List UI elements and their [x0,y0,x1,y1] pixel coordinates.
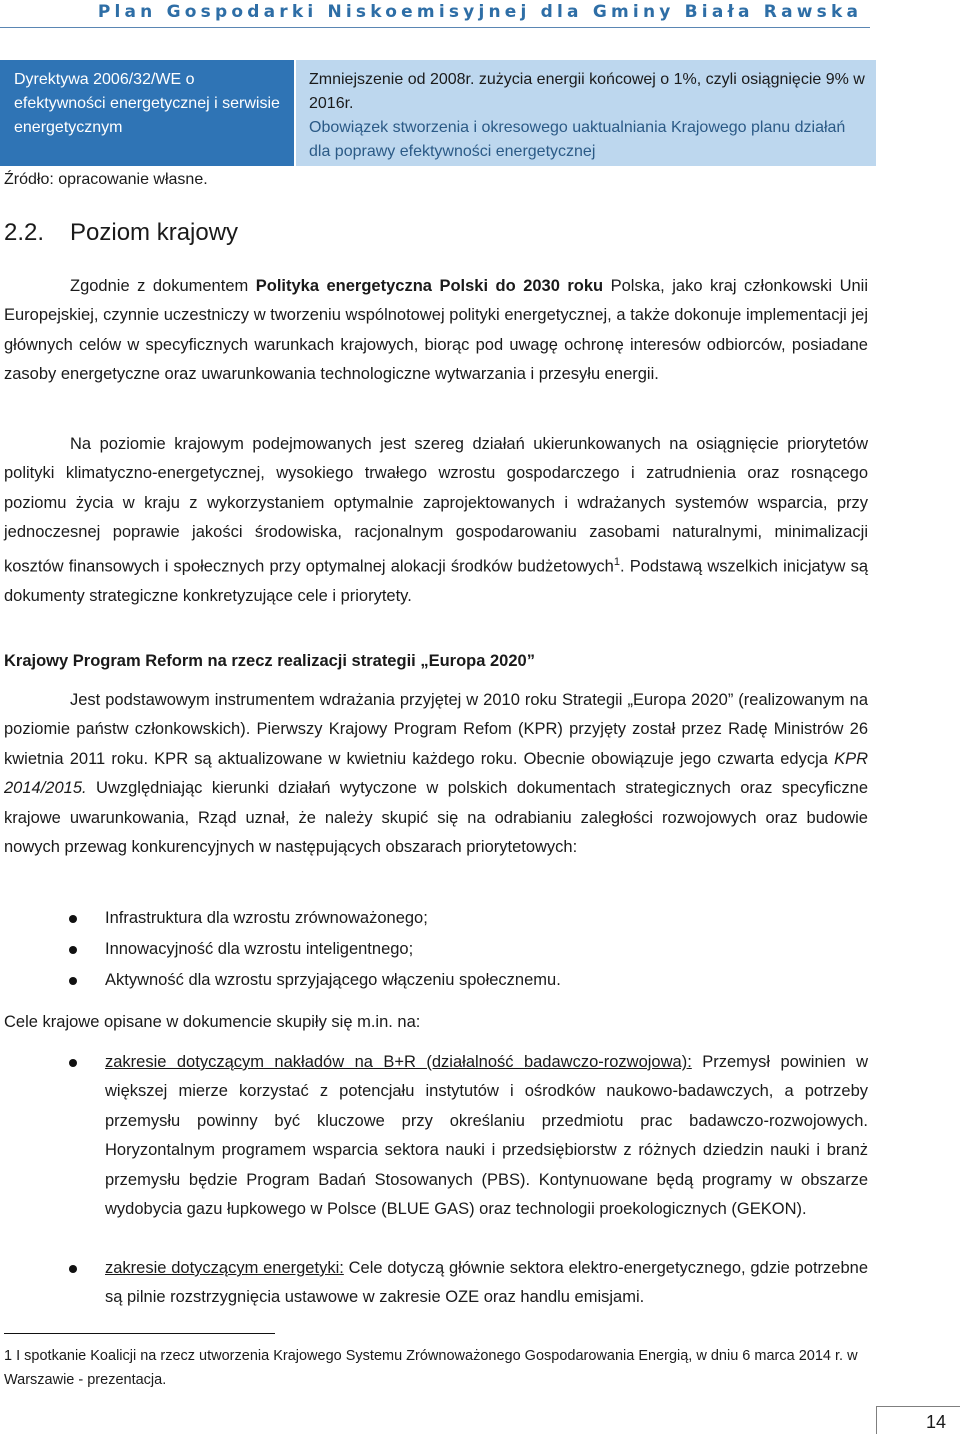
footnote-number: 1 [4,1348,13,1364]
bullet-icon [69,977,77,985]
bullet-icon [69,915,77,923]
bullet-icon [69,1265,77,1273]
paragraph-national-actions [4,430,868,611]
paragraph-policy-lead: Zgodnie z dokumentem [70,277,256,295]
directive-goal-2: Obowiązek stworzenia i okresowego uaktualniania Krajowego planu działań dla poprawy efektywności energetycznej [309,119,846,160]
document-header-title: Plan Gospodarki Niskoemisyjnej dla Gminy Biała Rawska [97,2,863,22]
footnote-text: I spotkanie Koalicji na rzecz utworzenia Krajowego Systemu Zrównoważonego Gospodarowania Energią, w dniu 6 marca 2014 r. w Warszawie - prezentacja. [4,1348,858,1388]
footnote [4,1344,864,1392]
page-number: 14 [925,1412,946,1432]
priority-area: Aktywność dla wzrostu sprzyjającego włączeniu społecznemu. [105,971,561,989]
goal-energy [105,1254,868,1313]
bullet-icon [69,946,77,954]
paragraph-kpr-text: Jest podstawowym instrumentem wdrażania przyjętej w 2010 roku Strategii „Europa 2020” (realizowanym na poziomie państw członkowskich). Pierwszy Krajowy Program Refom (KPR) przyjęty został przez Radę Ministrów 26 kwietnia 2011 roku. KPR są aktualizowane w kwietniu każdego roku. Obecnie obowiązuje jego czwarta edycja [4,691,868,768]
paragraph-kpr-tail: Uwzględniając kierunki działań wytyczone w polskich dokumentach strategicznych oraz specyficzne krajowe uwarunkowania, Rząd uznał, że należy skupić się na odrabianiu zaległości rozwojowych oraz budowie nowych przewag konkurencyjnych w następujących obszarach priorytetowych: [4,779,868,857]
paragraph-national-actions-tail: . Podstawą wszelkich inicjatyw są dokumenty strategiczne konkretyzujące cele i priorytety. [4,557,869,605]
bullet-icon [69,1059,77,1067]
paragraph-national-actions-text: Na poziomie krajowym podejmowanych jest szereg działań ukierunkowanych na osiągnięcie priorytetów polityki klimatyczno-energetycznej, wysokiego trwałego wzrostu gospodarczego i zatrudnienia oraz rosnącego poziomu życia w kraju z wykorzystaniem optymalnie zaprojektowanych i wdrażanych systemów wsparcia, przy jednoczesnej poprawie jakości środowiska, racjonalnym gospodarowaniu zasobami naturalnymi, minimalizacji kosztów finansowych i społecznych przy optymalnej alokacji środków budżetowych [4,435,868,576]
paragraph-policy-rest: Polska, jako kraj członkowski Unii Europejskiej, czynnie uczestniczy w tworzeniu wspólnotowej polityki energetycznej, a także dokonuje implementacji jej głównych celów w specyficznych warunkach krajowych, biorąc pod uwagę ochronę interesów odbiorców, posiadane zasoby energetyczne oraz uwarunkowania technologiczne wytwarzania i przesyłu energii. [4,277,868,384]
directive-goal-1: Zmniejszenie od 2008r. zużycia energii końcowej o 1%, czyli osiągnięcie 9% w 2016r. [309,71,865,112]
footnote-reference[interactable]: 1 [613,555,620,568]
table-source: Źródło: opracowanie własne. [4,171,208,188]
priority-area: Innowacyjność dla wzrostu inteligentnego; [105,940,414,958]
priority-area: Infrastruktura dla wzrostu zrównoważonego; [105,909,428,927]
section-number: 2.2. [4,219,45,246]
goal-research [105,1048,868,1224]
kpr-edition: KPR 2014/2015. [4,749,868,798]
goals-intro: Cele krajowe opisane w dokumencie skupiły się m.in. na: [4,1013,421,1031]
header-divider [0,27,870,28]
goal-research-text: Przemysł powinien w większej mierze korzystać z potencjału instytutów i ośrodków naukowo-badawczych, a potrzeby przemysłu powinny być kluczowe przy określaniu przedmiotu prac badawczo-rozwojowych. Horyzontalnym programem wsparcia sektora nauki i przedsiębiorstw z różnych dziedzin nauki i branż przemysłu będzie Program Badań Stosowanych (PBS). Kontynuowane będą programy w obszarze wydobycia gazu łupkowego w Polsce (BLUE GAS) oraz technologii proekologicznych (GEKON). [105,1053,868,1219]
section-title: Poziom krajowy [70,219,239,246]
footnote-divider [4,1333,275,1334]
table-cell-goals [296,60,876,166]
goal-energy-text: Cele dotyczą głównie sektora elektro-energetycznego, gdzie potrzebne są pilnie rozstrzygnięcia ustawowe w zakresie OZE oraz handlu emisjami. [105,1259,868,1307]
goal-research-label: zakresie dotyczącym nakładów na B+R (działalność badawczo-rozwojowa): [105,1053,692,1071]
paragraph-kpr [4,686,868,862]
table-cell-directive [0,60,294,166]
directive-name: Dyrektywa 2006/32/WE o efektywności energetycznej i serwisie energetycznym [14,71,280,136]
paragraph-policy [4,272,868,390]
section-heading [4,215,238,251]
policy-document-title: Polityka energetyczna Polski do 2030 roku [255,277,604,295]
kpr-heading: Krajowy Program Reform na rzecz realizacji strategii „Europa 2020” [4,652,535,670]
goal-energy-label: zakresie dotyczącym energetyki: [105,1259,344,1277]
